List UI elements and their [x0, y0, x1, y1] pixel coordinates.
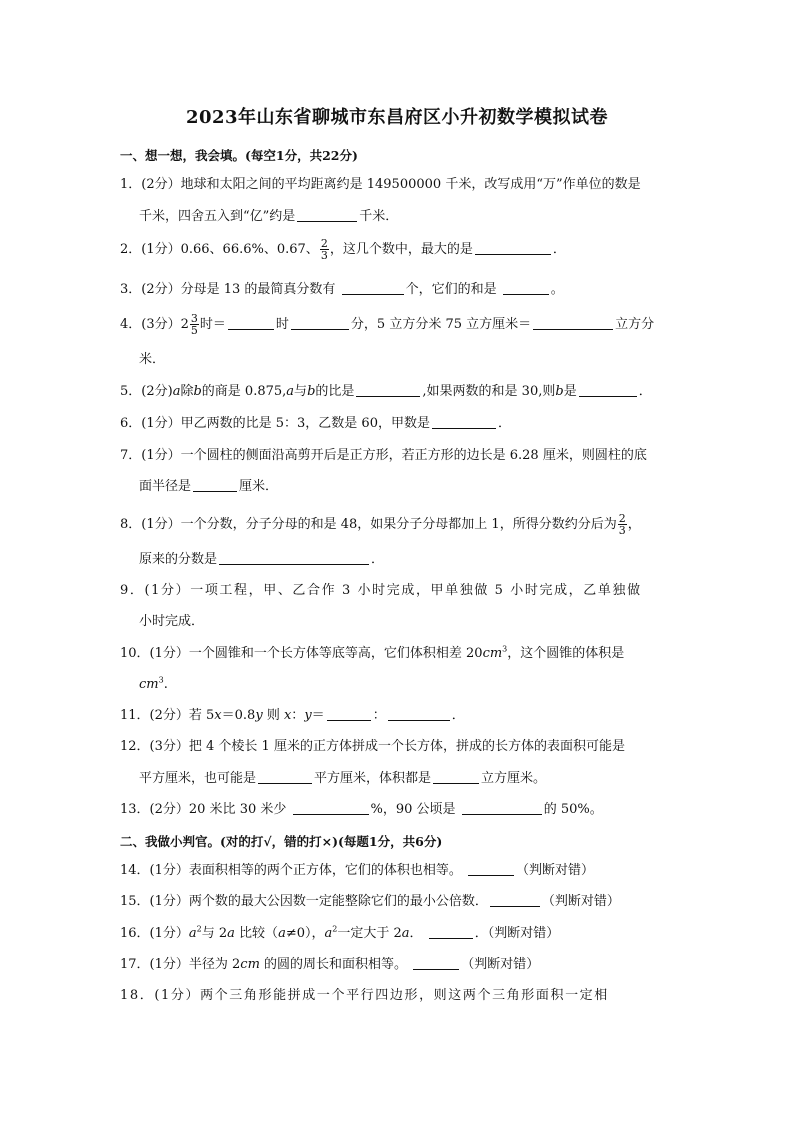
answer-blank[interactable]	[503, 280, 549, 295]
fraction: $\frac{2}{3}$	[320, 237, 328, 262]
question-2: 2．(1分）0.66、66.6%、0.67、 $\frac{2}{3}$ ，这几个数中，最大的是 ．	[120, 237, 566, 262]
answer-blank[interactable]	[291, 315, 349, 330]
question-8-line-2: 原来的分数是 ．	[139, 552, 385, 567]
question-4-line-1: 4．(3分）2 $\frac{3}{5}$ 时＝ 时 分，5 立方分米 75 立方厘米＝ 立方分	[120, 312, 655, 337]
question-14: 14．(1分）表面积相等的两个正方体，它们的体积也相等。 （判断对错）	[120, 863, 595, 878]
answer-blank[interactable]	[413, 955, 459, 970]
section-two-heading: 二、我做小判官。(对的打√，错的打×)(每题1分，共6分)	[120, 834, 443, 849]
question-4-line-2: 米．	[139, 352, 166, 367]
question-6: 6．(1分）甲乙两数的比是 5：3，乙数是 60，甲数是 ．	[120, 416, 511, 431]
question-9-line-1: 9．(1分）一项工程，甲、乙合作 3 小时完成，甲单独做 5 小时完成，乙单独做	[120, 583, 642, 598]
question-5: 5．(2分)a除b的商是 0.875,a与b的比是 ,如果两数的和是 30,则b是 ．	[120, 384, 652, 399]
question-11: 11．(2分）若 5x＝0.8y 则 x：y＝ ： ．	[120, 708, 465, 723]
question-15: 15．(1分）两个数的最大公因数一定能整除它们的最小公倍数． （判断对错）	[120, 894, 620, 909]
answer-blank[interactable]	[579, 382, 637, 397]
question-7-line-1: 7．(1分）一个圆柱的侧面沿高剪开后是正方形，若正方形的边长是 6.28 厘米，则圆柱的底	[120, 448, 647, 463]
answer-blank[interactable]	[462, 800, 542, 815]
answer-blank[interactable]	[432, 414, 496, 429]
question-1-line-1: 1．(2分）地球和太阳之间的平均距离约是 149500000 千米，改写成用“万”作单位的数是	[120, 177, 641, 192]
answer-blank[interactable]	[327, 706, 371, 721]
question-7-line-2: 面半径是 厘米．	[139, 479, 279, 494]
answer-blank[interactable]	[219, 550, 369, 565]
answer-blank[interactable]	[429, 924, 473, 939]
answer-blank[interactable]	[533, 315, 613, 330]
question-10-line-1: 10．(1分）一个圆锥和一个长方体等底等高，它们体积相差 $20cm^3$，这个圆锥的体积是	[120, 644, 625, 661]
question-8-line-1: 8．(1分）一个分数，分子分母的和是 48，如果分子分母都加上 1，所得分数约分后为 $\frac{2}{3}$ ，	[120, 512, 641, 537]
question-3: 3．(2分）分母是 13 的最简真分数有 个，它们的和是 。	[120, 282, 564, 297]
question-9-line-2: 小时完成．	[139, 614, 205, 629]
answer-blank[interactable]	[293, 800, 369, 815]
question-16: 16．(1分）$a^2$与 2a 比较（a≠0），$a^2$一定大于 2a． ．（判断对错）	[120, 924, 560, 941]
question-12-line-1: 12．(3分）把 4 个棱长 1 厘米的正方体拼成一个长方体，拼成的长方体的表面积可能是	[120, 739, 625, 754]
answer-blank[interactable]	[490, 892, 540, 907]
answer-blank[interactable]	[297, 207, 357, 222]
question-17: 17．(1分）半径为 2cm 的圆的周长和面积相等。 （判断对错）	[120, 957, 540, 972]
answer-blank[interactable]	[475, 240, 551, 255]
page-title: 2023年山东省聊城市东昌府区小升初数学模拟试卷	[185, 107, 609, 128]
answer-blank[interactable]	[193, 477, 237, 492]
answer-blank[interactable]	[342, 280, 404, 295]
section-one-heading: 一、想一想，我会填。(每空1分，共22分)	[120, 148, 358, 163]
answer-blank[interactable]	[468, 861, 514, 876]
question-10-line-2: $cm^3$.	[139, 675, 168, 692]
answer-blank[interactable]	[388, 706, 450, 721]
answer-blank[interactable]	[356, 382, 420, 397]
fraction: $\frac{3}{5}$	[190, 312, 198, 337]
question-12-line-2: 平方厘米，也可能是 平方厘米，体积都是 立方厘米。	[139, 771, 547, 786]
answer-blank[interactable]	[228, 315, 274, 330]
question-13: 13．(2分）20 米比 30 米少 %，90 公顷是 的 50%。	[120, 802, 603, 817]
answer-blank[interactable]	[433, 769, 479, 784]
question-1-line-2: 千米，四舍五入到“亿”约是 千米．	[139, 209, 399, 224]
fraction: $\frac{2}{3}$	[618, 512, 626, 537]
question-18-line-1: 18．(1分）两个三角形能拼成一个平行四边形，则这两个三角形面积一定相	[120, 988, 609, 1003]
answer-blank[interactable]	[258, 769, 312, 784]
